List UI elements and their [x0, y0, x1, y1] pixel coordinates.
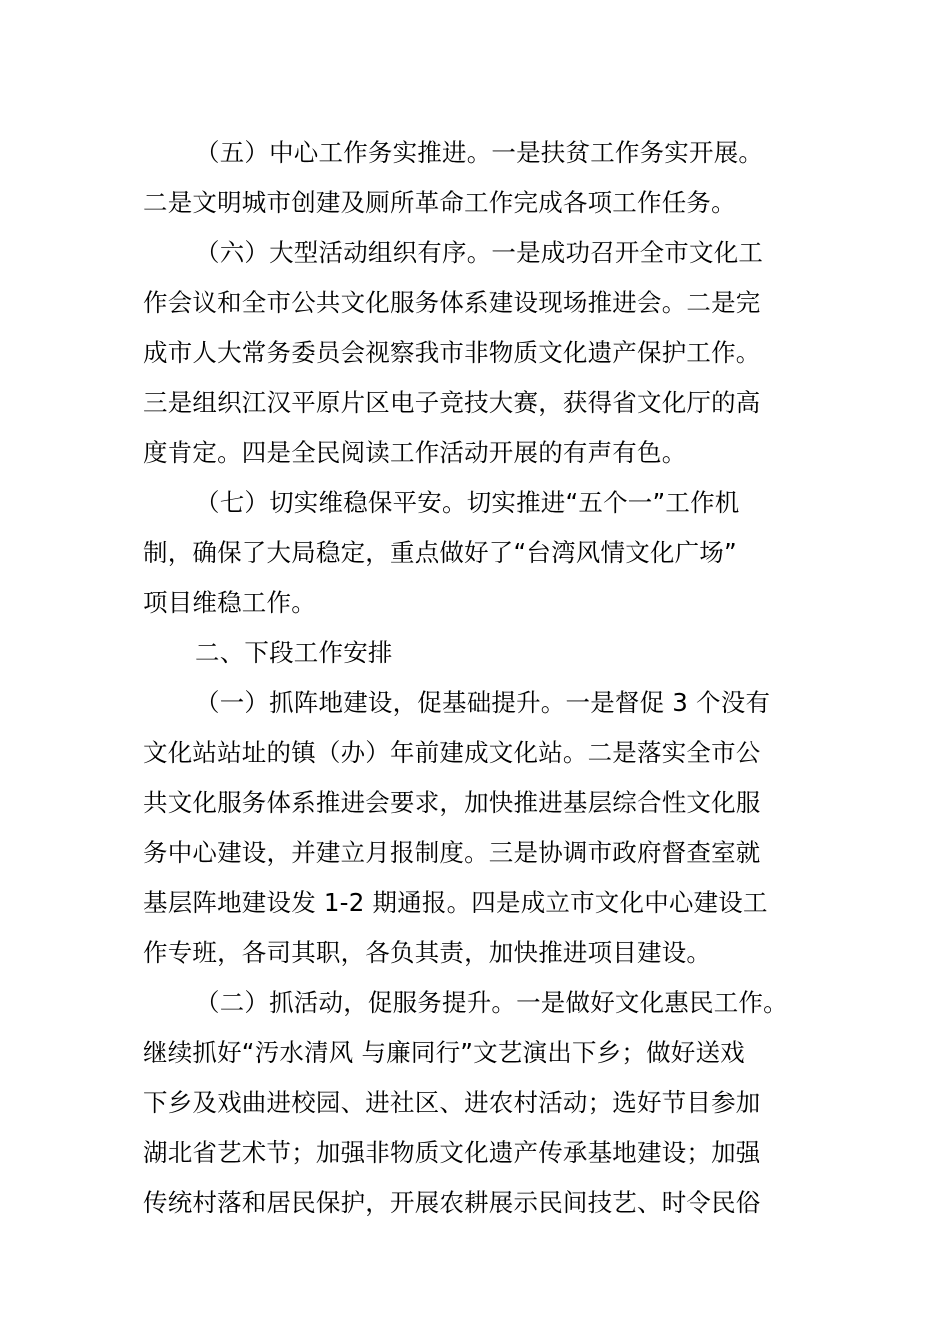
paragraph-major-events	[143, 228, 823, 478]
text-line: 三是组织江汉平原片区电子竞技大赛，获得省文化厅的高	[143, 388, 761, 417]
text-line: 度肯定。四是全民阅读工作活动开展的有声有色。	[143, 438, 687, 467]
section-heading-next-steps	[143, 628, 823, 678]
text-line: 文化站站址的镇（办）年前建成文化站。二是落实全市公	[143, 738, 761, 767]
text-line: 湖北省艺术节；加强非物质文化遗产传承基地建设；加强	[143, 1138, 761, 1167]
text-line: （二）抓活动，促服务提升。一是做好文化惠民工作。	[195, 988, 788, 1017]
text-line: 二是文明城市创建及厕所革命工作完成各项工作任务。	[143, 188, 736, 217]
text-line: 制，确保了大局稳定，重点做好了“台湾风情文化广场”	[143, 538, 737, 567]
paragraph-stability	[143, 478, 823, 628]
text-line: 基层阵地建设发 1-2 期通报。四是成立市文化中心建设工	[143, 888, 768, 917]
text-line: 成市人大常务委员会视察我市非物质文化遗产保护工作。	[143, 338, 761, 367]
text-line: 下乡及戏曲进校园、进社区、进农村活动；选好节目参加	[143, 1088, 761, 1117]
section-heading: 二、下段工作安排	[195, 638, 393, 667]
document-body	[143, 128, 823, 1228]
paragraph-activities	[143, 978, 823, 1228]
text-line: 务中心建设，并建立月报制度。三是协调市政府督查室就	[143, 838, 761, 867]
text-line: （六）大型活动组织有序。一是成功召开全市文化工	[195, 238, 764, 267]
text-line: 作专班，各司其职，各负其责，加快推进项目建设。	[143, 938, 712, 967]
paragraph-infrastructure	[143, 678, 823, 978]
text-line: （一）抓阵地建设，促基础提升。一是督促 3 个没有	[195, 688, 771, 717]
text-line: （五）中心工作务实推进。一是扶贫工作务实开展。	[195, 138, 764, 167]
paragraph-center-work	[143, 128, 823, 228]
text-line: 继续抓好“汚水清风 与廉同行”文艺演出下乡；做好送戏	[143, 1038, 745, 1067]
text-line: 项目维稳工作。	[143, 588, 316, 617]
text-line: 作会议和全市公共文化服务体系建设现场推进会。二是完	[143, 288, 761, 317]
text-line: 共文化服务体系推进会要求，加快推进基层综合性文化服	[143, 788, 761, 817]
text-line: 传统村落和居民保护，开展农耕展示民间技艺、时令民俗	[143, 1188, 761, 1217]
text-line: （七）切实维稳保平安。切实推进“五个一”工作机	[195, 488, 740, 517]
